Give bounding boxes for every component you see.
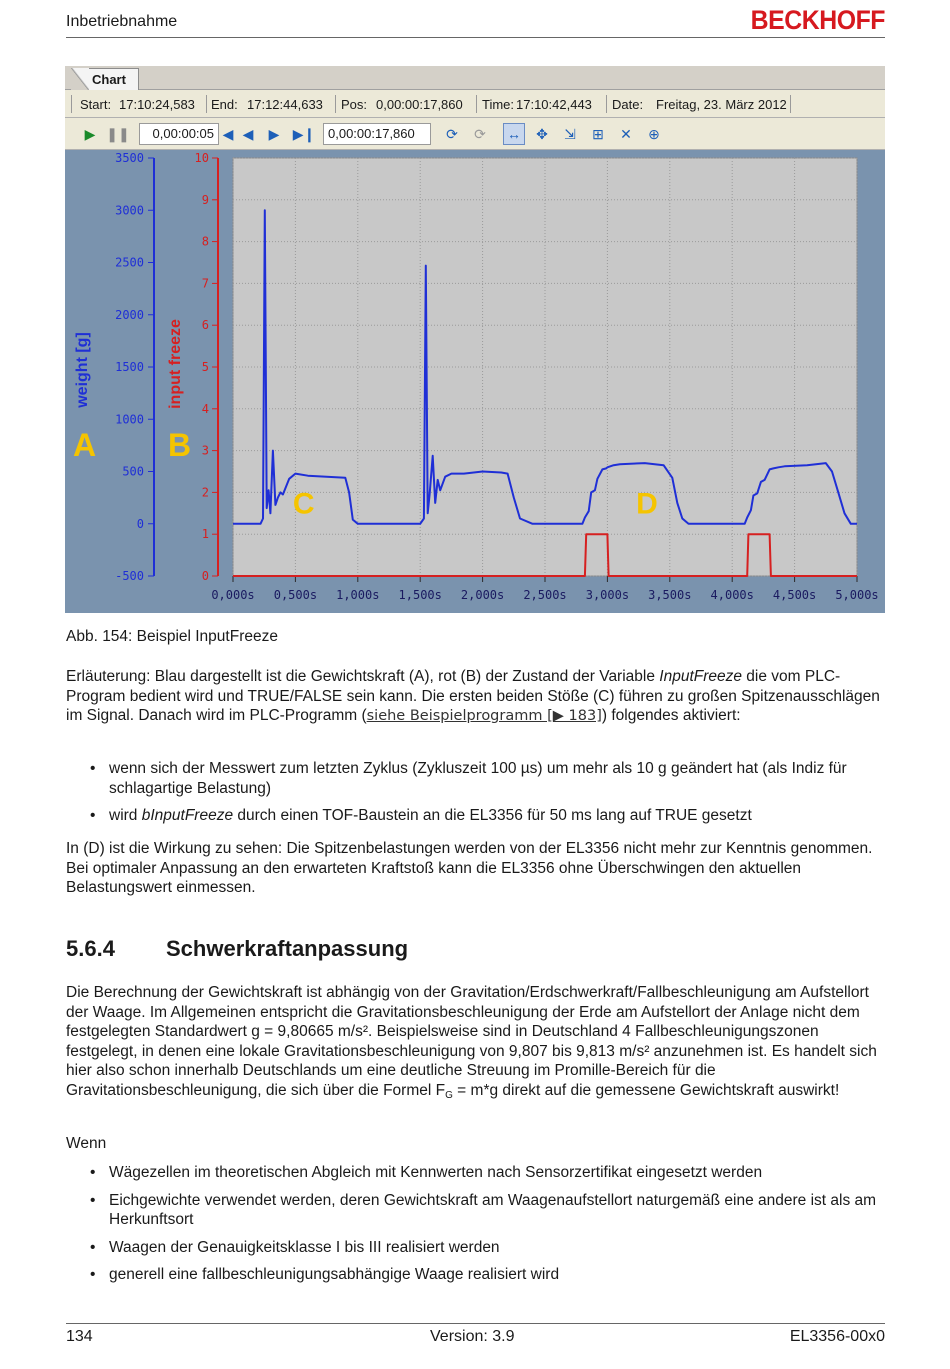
page-number: 134	[66, 1328, 93, 1345]
x-tick-label: 3,000s	[585, 588, 630, 602]
freeze-tick-label: 0	[201, 569, 209, 583]
weight-tick-label: 3500	[115, 151, 144, 165]
separator	[335, 95, 336, 113]
text: wird	[109, 807, 142, 824]
section-number: 5.6.4	[66, 936, 115, 961]
freeze-tick-label: 9	[201, 192, 209, 207]
zoom-region-icon[interactable]: ⊞	[592, 125, 604, 142]
chart-figure	[65, 66, 885, 613]
product-code: EL3356-00x0	[789, 1328, 885, 1345]
bullet-list	[66, 759, 886, 834]
freeze-tick-label: 6	[201, 318, 209, 333]
figure-caption: Abb. 154: Beispiel InputFreeze	[66, 628, 278, 645]
text: ) folgendes aktiviert:	[601, 707, 741, 724]
freeze-tick-label: 5	[201, 360, 209, 374]
start-value: 17:10:24,583	[119, 97, 195, 112]
freeze-tick-label: 4	[201, 401, 209, 416]
list-item: • Eichgewichte verwendet werden, deren Gewichtskraft am Waagenaufstellort naturgemäß eine andere ist als am Herkunftsort	[66, 1191, 886, 1230]
example-program-link[interactable]: siehe Beispielprogramm [▶ 183]	[366, 708, 602, 724]
weight-tick-label: 3000	[115, 203, 144, 218]
text: = m*g direkt auf die gemessene Gewichtskraft auswirkt!	[452, 1081, 840, 1099]
date-label: Date:	[612, 97, 644, 112]
x-tick-label: 5,000s	[835, 588, 879, 602]
tab-chart[interactable]: Chart	[71, 68, 139, 91]
x-tick-label: 0,000s	[211, 588, 255, 602]
step-forward-icon[interactable]: ▶	[268, 125, 280, 142]
bullet-list	[66, 1163, 886, 1293]
paragraph-effect: In (D) ist die Wirkung zu sehen: Die Spitzenbelastungen werden von der EL3356 nicht mehr zur Kenntnis genommen. Bei optimaler Anpassung an den erwarteten Kraftstoß kann die EL3356 ohne Überschwingen den aktuellen Belastungswert einmessen.	[66, 840, 873, 896]
reset-zoom-icon[interactable]: ✕	[620, 125, 632, 142]
list-item	[66, 806, 886, 826]
text: durch einen TOF-Baustein an die EL3356 für 50 ms lang auf TRUE gesetzt	[233, 807, 752, 824]
pan-horizontal-icon[interactable]: ↔	[503, 123, 525, 145]
separator	[606, 95, 607, 113]
line-chart	[65, 150, 885, 613]
paragraph-gravity	[66, 983, 886, 1105]
x-tick-label: 2,000s	[460, 588, 505, 602]
x-tick-label: 3,500s	[648, 588, 692, 602]
x-tick-label: 1,000s	[336, 588, 380, 602]
freeze-tick-label: 8	[201, 234, 209, 249]
paragraph-explanation	[66, 667, 886, 727]
separator	[476, 95, 477, 113]
weight-tick-label: 2000	[115, 307, 144, 322]
time-label: Time:	[482, 97, 515, 112]
text: die vom PLC-Program bedient wird und TRUE/FALSE sein kann. Die ersten beiden Stöße (C) führen zu großen Spitzenausschlägen im Signal. Danach wird im PLC-Programm (	[66, 668, 880, 724]
pos-value: 0,00:00:17,860	[376, 97, 463, 112]
zoom-max-icon[interactable]: ⊕	[648, 125, 660, 142]
header-rule	[66, 37, 885, 38]
freeze-axis-label: input freeze	[167, 319, 184, 409]
freeze-tick-label: 10	[194, 151, 209, 165]
x-tick-label: 4,000s	[710, 588, 754, 602]
move-icon[interactable]: ✥	[536, 125, 548, 142]
zoom-axis-icon[interactable]: ⇲	[564, 125, 576, 142]
footer-rule	[66, 1323, 885, 1324]
x-tick-label: 4,500s	[772, 588, 817, 602]
pause-icon[interactable]: ❚❚	[106, 125, 130, 142]
freeze-tick-label: 1	[201, 527, 209, 542]
time-value: 17:10:42,443	[516, 97, 592, 112]
freeze-tick-label: 2	[201, 485, 209, 500]
emphasis: InputFreeze	[659, 668, 742, 685]
beckhoff-logo: BECKHOFF	[750, 5, 885, 35]
separator	[206, 95, 207, 113]
x-tick-label: 1,500s	[398, 588, 442, 602]
list-item: • Waagen der Genauigkeitsklasse I bis III realisiert werden	[66, 1238, 886, 1258]
annotation-c: C	[292, 487, 315, 521]
marker-b: B	[168, 427, 192, 463]
freeze-tick-label: 7	[201, 276, 209, 291]
chart-info-bar	[65, 90, 885, 118]
section-heading	[66, 936, 408, 962]
separator	[790, 95, 791, 113]
list-item: • generell eine fallbeschleunigungsabhängige Waage realisiert wird	[66, 1265, 886, 1285]
emphasis: bInputFreeze	[141, 807, 234, 824]
freeze-tick-label: 3	[201, 443, 209, 458]
weight-tick-label: 1500	[115, 360, 144, 374]
weight-tick-label: 2500	[115, 255, 144, 270]
text: Die Berechnung der Gewichtskraft ist abhängig von der Gravitation/Erdschwerkraft/Fallbeschleunigung am Aufstellort der Waage. Im Allgemeinen entspricht die Gravitationsbeschleunigung der Erde am Aufstellort der Anlage nicht dem festgelegten Standardwert g = 9,80665 m/s². Beispielsweise sind in Deutschland 4 Fallbeschleunigungszonen festgelegt, in denen eine lokale Gravitationsbeschleunigung von 9,807 bis 9,813 m/s² anzunehmen ist. Es handelt sich hier also schon innerhalb Deutschlands um eine deutliche Streuung im Promille-Bereich für die Gravitationsbeschleunigung, die sich über die Formel F	[66, 984, 877, 1099]
list-item: • Wägezellen im theoretischen Abgleich mit Kennwerten nach Sensorzertifikat eingesetzt werden	[66, 1163, 886, 1183]
section-title: Schwerkraftanpassung	[166, 936, 409, 961]
weight-tick-label: 500	[122, 464, 144, 479]
weight-tick-label: -500	[115, 569, 144, 583]
text: Erläuterung: Blau dargestellt ist die Gewichtskraft (A), rot (B) der Zustand der Variable	[66, 668, 660, 685]
running-header: Inbetriebnahme	[66, 13, 178, 30]
x-tick-label: 0,500s	[273, 588, 318, 602]
list-item: • wenn sich der Messwert zum letzten Zyklus (Zykluszeit 100 µs) um mehr als 10 g geändert hat (als Indiz für schlagartige Belastung)	[66, 759, 886, 798]
position-input[interactable]: 0,00:00:17,860	[323, 123, 431, 145]
step-back-start-icon[interactable]: ◀	[222, 125, 234, 142]
marker-a: A	[73, 427, 97, 463]
chart-toolbar	[65, 118, 885, 150]
subscript: G	[445, 1089, 453, 1101]
step-back-icon[interactable]: ◀	[242, 125, 254, 142]
end-value: 17:12:44,633	[247, 97, 323, 112]
start-label: Start:	[80, 97, 112, 112]
x-tick-label: 2,500s	[523, 588, 567, 602]
interval-input[interactable]: 0,00:00:05	[139, 123, 219, 145]
pos-label: Pos:	[341, 97, 368, 112]
play-icon[interactable]: ▶	[84, 125, 96, 142]
plot-area	[65, 150, 885, 613]
weight-axis-label: weight [g]	[74, 332, 91, 408]
weight-tick-label: 0	[136, 516, 144, 531]
weight-tick-label: 1000	[115, 412, 144, 427]
tab-strip	[65, 66, 885, 90]
refresh-icon[interactable]: ⟳	[446, 125, 458, 142]
separator	[71, 95, 72, 113]
date-value: Freitag, 23. März 2012	[656, 97, 787, 112]
reload-icon[interactable]: ⟳	[474, 125, 486, 142]
annotation-d: D	[636, 487, 658, 521]
version: Version: 3.9	[430, 1328, 515, 1345]
step-forward-end-icon[interactable]: ▶❙	[292, 125, 316, 142]
end-label: End:	[211, 97, 238, 112]
paragraph-wenn: Wenn	[66, 1135, 107, 1152]
